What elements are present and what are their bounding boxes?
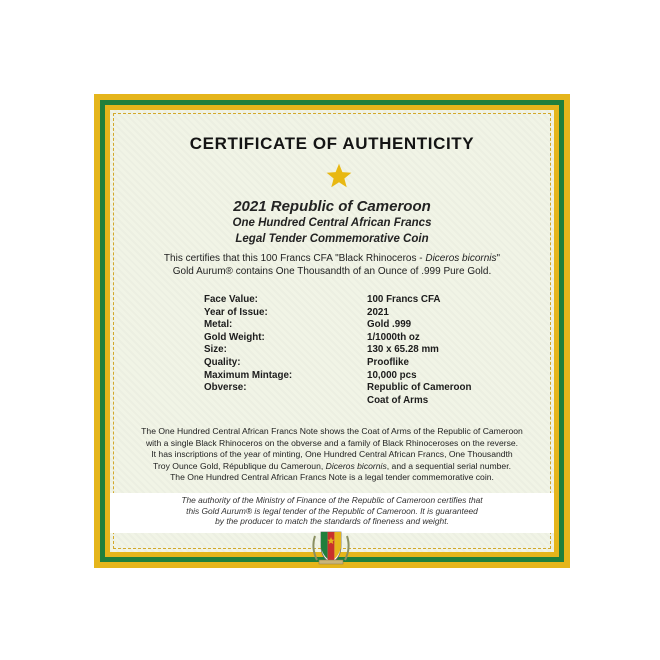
description-line bbox=[114, 461, 550, 473]
spec-row bbox=[204, 370, 504, 383]
spec-label: Year of Issue: bbox=[204, 306, 268, 318]
certificate-paper bbox=[110, 110, 554, 552]
description-line: The One Hundred Central African Francs Note is a legal tender commemorative coin. bbox=[170, 472, 494, 483]
certificate-frame bbox=[94, 94, 570, 568]
inner-gold-border bbox=[105, 105, 559, 557]
spec-value: 2021 bbox=[367, 306, 389, 318]
description-line: with a single Black Rhinoceros on the obverse and a family of Black Rhinoceroses on the reverse. bbox=[145, 437, 519, 448]
spec-value: Gold .999 bbox=[367, 319, 412, 331]
authority-statement bbox=[140, 495, 524, 527]
spec-value: 10,000 pcs bbox=[367, 369, 417, 381]
spec-label bbox=[204, 395, 367, 408]
spec-label: Face Value: bbox=[204, 294, 258, 305]
certify-text-end: " bbox=[496, 253, 501, 264]
spec-value: 100 Francs CFA bbox=[367, 294, 441, 305]
certify-text: This certifies that this 100 Francs CFA "Black Rhinoceros - bbox=[163, 253, 426, 264]
spec-row bbox=[204, 382, 504, 395]
spec-row bbox=[204, 294, 504, 307]
spec-label: Size: bbox=[204, 344, 227, 356]
spec-label: Gold Weight: bbox=[204, 331, 265, 343]
spec-label: Metal: bbox=[204, 319, 233, 331]
subtitle-type: Legal Tender Commemorative Coin bbox=[235, 233, 429, 245]
spec-row bbox=[204, 357, 504, 370]
star-icon bbox=[325, 162, 353, 190]
specs-table bbox=[204, 294, 504, 407]
subtitle-year: 2021 Republic of Cameroon bbox=[233, 198, 431, 215]
subtitle-denomination: One Hundred Central African Francs bbox=[232, 217, 432, 229]
green-border bbox=[100, 100, 564, 562]
authority-line: this Gold Aurum® is legal tender of the Republic of Cameroon. It is guaranteed bbox=[186, 505, 478, 516]
certify-line-2: Gold Aurum® contains One Thousandth of an Ounce of .999 Pure Gold. bbox=[172, 266, 492, 277]
species-name: Diceros bicornis bbox=[425, 253, 497, 264]
spec-value: 1/1000th oz bbox=[367, 331, 420, 343]
spec-row bbox=[204, 332, 504, 345]
authority-line: by the producer to match the standards of fineness and weight. bbox=[215, 516, 449, 527]
spec-value: 130 x 65.28 mm bbox=[367, 344, 439, 356]
spec-value: Coat of Arms bbox=[367, 394, 429, 406]
description-line: The One Hundred Central African Francs Note shows the Coat of Arms of the Republic of Cameroon bbox=[141, 426, 523, 436]
certify-line-1 bbox=[120, 252, 544, 265]
spec-row bbox=[204, 307, 504, 320]
spec-label: Quality: bbox=[204, 356, 241, 368]
species-name: Diceros bicornis bbox=[325, 460, 387, 471]
certificate-content bbox=[110, 110, 554, 552]
certify-statement bbox=[120, 252, 544, 278]
authority-line: The authority of the Ministry of Finance of the Republic of Cameroon certifies that bbox=[181, 495, 483, 505]
spec-label: Obverse: bbox=[204, 382, 247, 394]
coat-of-arms-icon bbox=[309, 526, 353, 566]
spec-row bbox=[204, 395, 504, 408]
description-line: It has inscriptions of the year of minting, One Hundred Central African Francs, One Thousandth bbox=[151, 449, 513, 460]
description-text-end: , and a sequential serial number. bbox=[386, 460, 511, 471]
spec-row bbox=[204, 344, 504, 357]
description-text: Troy Ounce Gold, République du Cameroun, bbox=[153, 460, 326, 471]
certificate-title: CERTIFICATE OF AUTHENTICITY bbox=[189, 134, 475, 153]
spec-value: Prooflike bbox=[367, 356, 409, 368]
coin-description bbox=[114, 426, 550, 484]
spec-value: Republic of Cameroon bbox=[367, 382, 472, 394]
spec-row bbox=[204, 319, 504, 332]
spec-label: Maximum Mintage: bbox=[204, 369, 293, 381]
